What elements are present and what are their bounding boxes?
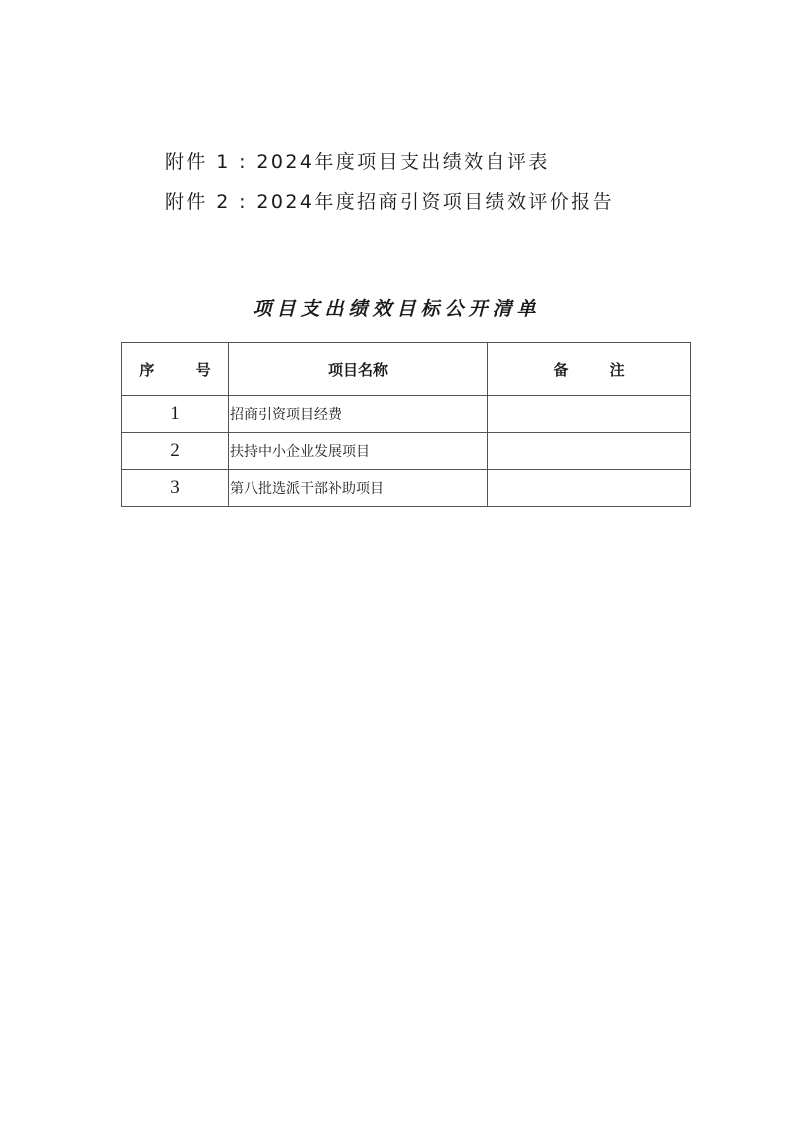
table-header-row <box>122 343 691 396</box>
header-remark: 备 注 <box>488 343 691 396</box>
row-seq: 3 <box>122 470 229 507</box>
header-name: 项目名称 <box>229 343 488 396</box>
attachments-list <box>165 142 765 222</box>
table-row <box>122 396 691 433</box>
row-seq: 1 <box>122 396 229 433</box>
row-name: 扶持中小企业发展项目 <box>229 433 488 470</box>
row-remark <box>488 433 691 470</box>
header-seq: 序 号 <box>122 343 229 396</box>
project-table <box>121 342 691 507</box>
table-row <box>122 470 691 507</box>
attachment-1: 附件 1 : 2024年度项目支出绩效自评表 <box>165 151 550 173</box>
row-name: 第八批选派干部补助项目 <box>229 470 488 507</box>
list-title: 项目支出绩效目标公开清单 <box>252 298 541 320</box>
row-remark <box>488 470 691 507</box>
row-seq: 2 <box>122 433 229 470</box>
table-row <box>122 433 691 470</box>
attachment-2: 附件 2 : 2024年度招商引资项目绩效评价报告 <box>165 191 614 213</box>
row-name: 招商引资项目经费 <box>229 396 488 433</box>
row-remark <box>488 396 691 433</box>
